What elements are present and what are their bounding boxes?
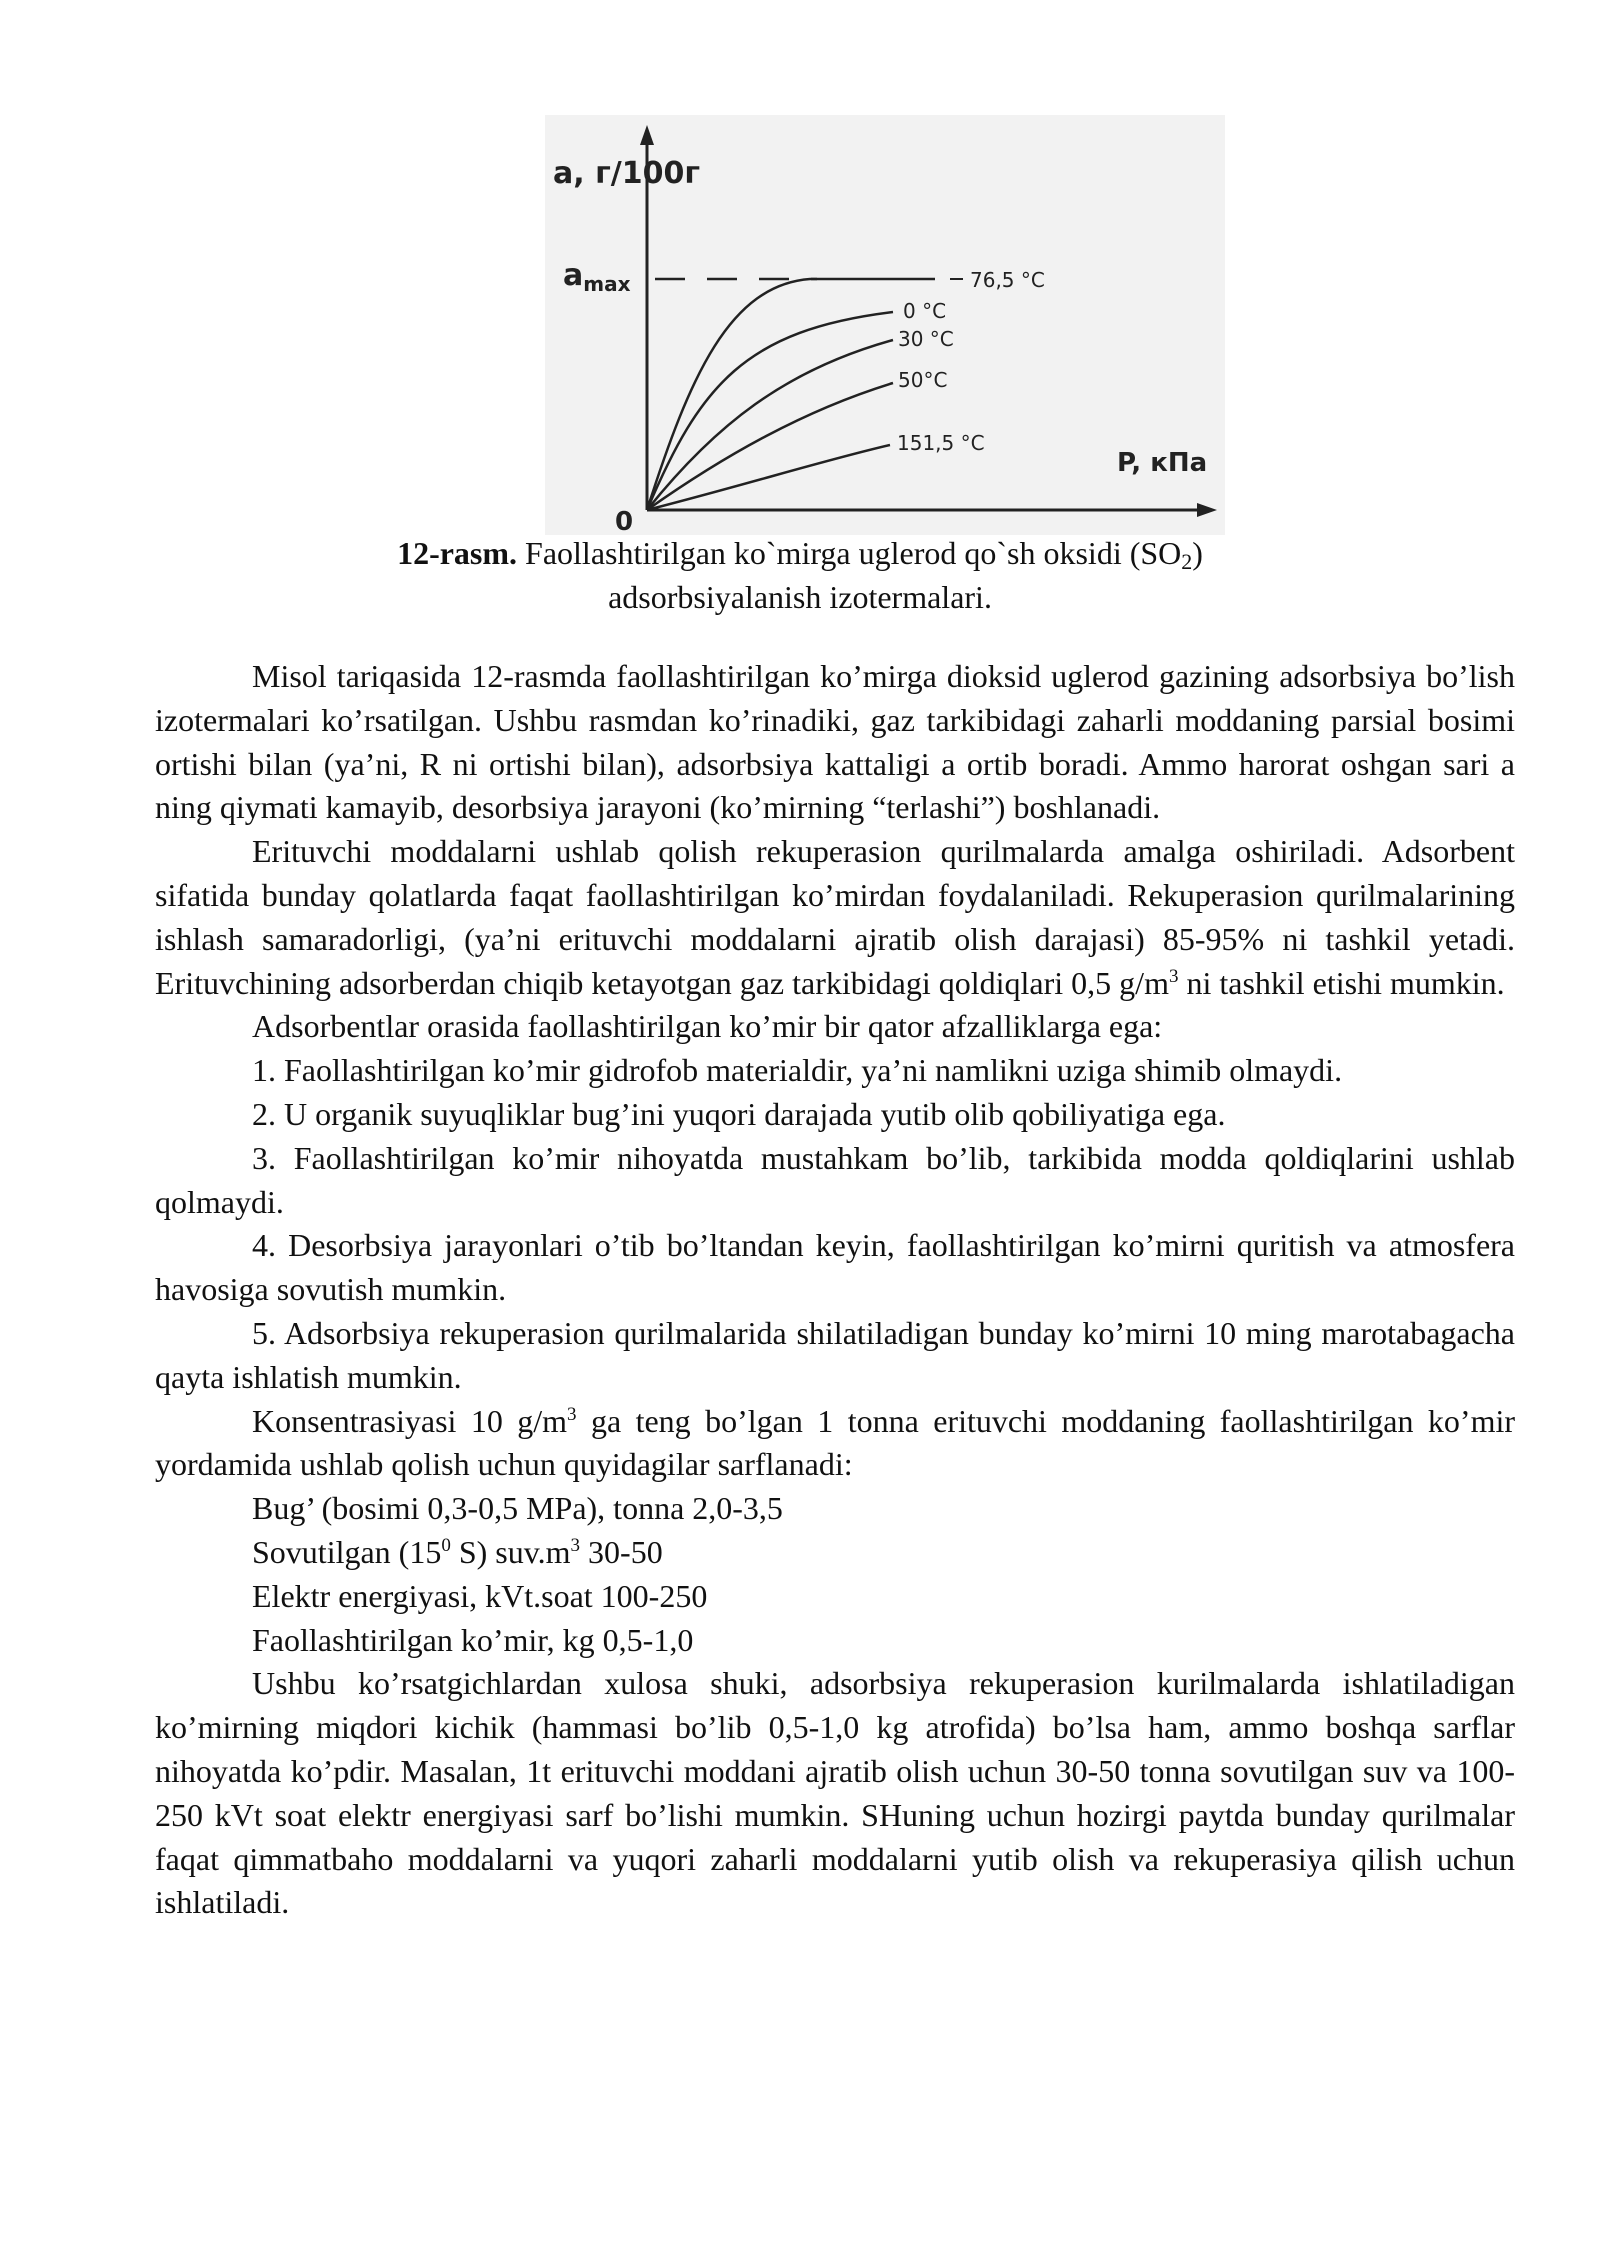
y-axis-label: a, г/100г (553, 156, 701, 191)
curve-label-151-5: 151,5 °C (897, 431, 985, 455)
figure-number: 12-rasm. (397, 535, 518, 571)
curve-76-5 (647, 279, 935, 510)
amax-label: $a_{max}$ (563, 258, 631, 296)
isotherm-figure (545, 115, 1225, 535)
figure-caption-line2: adsorbsiyalanish izotermalari. (608, 579, 992, 615)
figure-caption-line1 (200, 531, 1400, 575)
curve-151-5 (647, 445, 890, 510)
consumption-steam: Bug’ (bosimi 0,3-0,5 MPa), tonna 2,0-3,5 (252, 1490, 783, 1527)
curve-label-30: 30 °C (898, 327, 954, 351)
x-axis-label: P, кПа (1117, 448, 1208, 478)
list-item-5: 5. Adsorbsiya rekuperasion qurilmalarida shilatiladigan bunday ko’mirni 10 ming marotabagacha qayta ishlatish mumkin. (155, 1314, 1515, 1395)
paragraph-conclusion: Ushbu ko’rsatgichlardan xulosa shuki, adsorbsiya rekuperasion kurilmalarda ishlatiladigan ko’mirning miqdori kichik (hammasi bo’lib 0,5-1,0 kg atrofida) bo’lsa ham, ammo boshqa sarflar nihoyatda ko’pdir. Masalan, 1t erituvchi moddani ajratib olish uchun 30-50 tonna sovutilgan suv va 100-250 kVt soat elektr energiyasi sarf bo’lishi mumkin. SHuning uchun hozirgi paytda bunday qurilmalar faqat qimmatbaho moddalarni va yuqori zaharli moddalarni yutib olish va rekuperasiya qilish uchun ishlatiladi. (155, 1665, 1515, 1921)
consumption-carbon: Faollashtirilgan ko’mir, kg 0,5-1,0 (252, 1621, 694, 1658)
caption-end: ) (1192, 535, 1203, 571)
list-item-3: 3. Faollashtirilgan ko’mir nihoyatda mustahkam bo’lib, tarkibida modda qoldiqlarini ushlab qolmaydi. (155, 1139, 1515, 1220)
consumption-water: Sovutilgan ($15^0$ S) $suv.m^3$ 30-50 (252, 1533, 663, 1570)
list-item-4: 4. Desorbsiya jarayonlari o’tib bo’ltandan keyin, faollashtirilgan ko’mirni quritish va atmosfera havosiga sovutish mumkin. (155, 1227, 1515, 1308)
isotherm-diagram (545, 115, 1225, 535)
list-item-2: 2. U organik suyuqliklar bug’ini yuqori darajada yutib olib qobiliyatiga ega. (252, 1095, 1226, 1132)
paragraph-3: Adsorbentlar orasida faollashtirilgan ko’mir bir qator afzalliklarga ega: (252, 1008, 1163, 1045)
y-axis-arrow (640, 125, 654, 145)
body-text (155, 655, 1515, 1925)
paragraph-1: Misol tariqasida 12-rasmda faollashtirilgan ko’mirga dioksid uglerod gazining adsorbsiya bo’lish izotermalari ko’rsatilgan. Ushbu rasmdan ko’rinadiki, gaz tarkibidagi zaharli moddaning parsial bosimi ortishi bilan (ya’ni, R ni ortishi bilan), adsorbsiya kattaligi a ortib boradi. Ammo harorat oshgan sari a ning qiymati kamayib, desorbsiya jarayoni (ko’mirning “terlashi”) boshlanadi. (155, 658, 1515, 826)
consumption-electricity: Elektr energiyasi, kVt.soat 100-250 (252, 1577, 708, 1614)
caption-subscript: 2 (1181, 549, 1193, 574)
paragraph-2: Erituvchi moddalarni ushlab qolish rekuperasion qurilmalarda amalga oshiriladi. Adsorbent sifatida bunday qolatlarda faqat faollashtirilgan ko’mirdan foydalaniladi. Rekuperasion qurilmalarining ishlash samaradorligi, (ya’ni erituvchi moddalarni ajratib olish darajasi) 85-95% ni tashkil yetadi. Erituvchining adsorberdan chiqib ketayotgan gaz tarkibidagi qoldiqlari 0,5 $g/m^3$ ni tashkil etishi mumkin. (155, 833, 1515, 1001)
paragraph-consumption: Konsentrasiyasi 10 $g/m^3$ ga teng bo’lgan 1 tonna erituvchi moddaning faollashtirilgan ko’mir yordamida ushlab qolish uchun quyidagilar sarflanadi: (155, 1402, 1515, 1483)
curve-label-76-5: 76,5 °C (970, 268, 1045, 292)
origin-label: 0 (615, 507, 634, 535)
list-item-1: 1. Faollashtirilgan ko’mir gidrofob materialdir, ya’ni namlikni uziga shimib olmaydi. (252, 1052, 1343, 1089)
x-axis-arrow (1197, 503, 1217, 517)
curve-50 (647, 383, 893, 510)
curve-0 (647, 312, 893, 510)
curve-label-0: 0 °C (903, 299, 947, 323)
curve-label-50: 50°C (898, 368, 948, 392)
caption-text: Faollashtirilgan ko`mirga uglerod qo`sh oksidi (SO (517, 535, 1182, 571)
